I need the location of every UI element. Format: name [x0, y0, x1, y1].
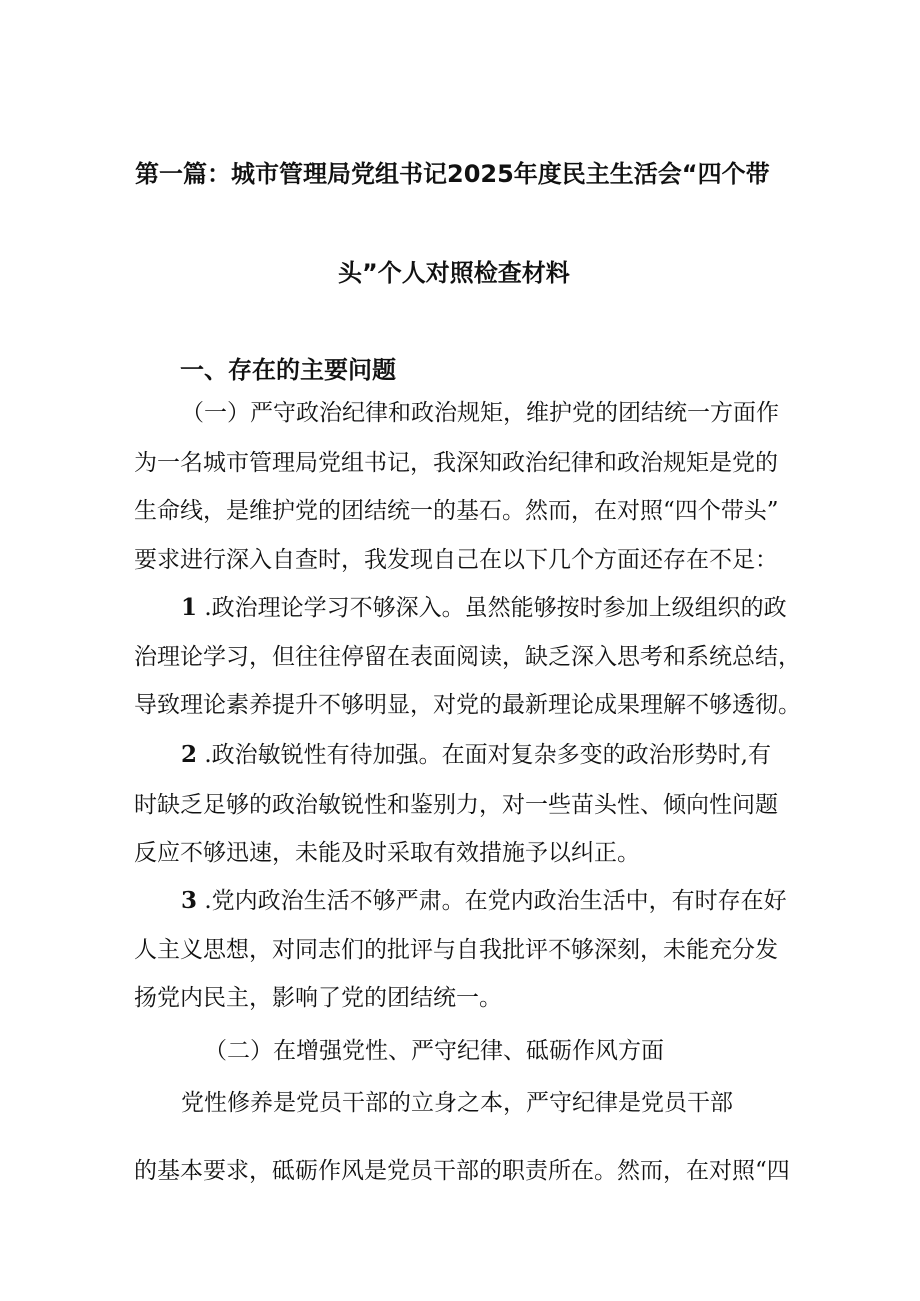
item-2-number: 2	[181, 741, 198, 768]
item-2-line-3: 反应不够迅速，未能及时采取有效措施予以纠正。	[134, 840, 640, 866]
item-1-line-2: 治理论学习，但往往停留在表面阅读，缺乏深入思考和系统总结，	[134, 644, 801, 670]
part2-line-2: 的基本要求，砥砺作风是党员干部的职责所在。然而，在对照“四	[134, 1158, 790, 1184]
item-1-line-3: 导致理论素养提升不够明显，对党的最新理论成果理解不够透彻。	[134, 692, 801, 718]
item-3-line-3: 扬党内民主，影响了党的团结统一。	[134, 985, 502, 1011]
item-1-line-1	[181, 593, 787, 623]
part1-line-2: 为一名城市管理局党组书记，我深知政治纪律和政治规矩是党的	[134, 450, 778, 476]
section-heading-problems: 一、存在的主要问题	[180, 356, 396, 384]
part1-line-4: 要求进行深入自查时，我发现自己在以下几个方面还存在不足：	[134, 547, 778, 573]
part1-line-1: （一）严守政治纪律和政治规矩，维护党的团结统一方面作	[181, 400, 779, 426]
part2-heading: （二）在增强党性、严守纪律、砥砺作风方面	[204, 1038, 664, 1064]
item-1-number: 1	[181, 594, 198, 621]
item-1-text: .政治理论学习不够深入。虽然能够按时参加上级组织的政	[204, 595, 787, 621]
item-3-text: .党内政治生活不够严肃。在党内政治生活中，有时存在好	[204, 888, 787, 914]
part1-line-3: 生命线，是维护党的团结统一的基石。然而，在对照“四个带头”	[134, 498, 779, 524]
item-2-line-1	[181, 740, 771, 770]
item-2-text: .政治敏锐性有待加强。在面对复杂多变的政治形势时,有	[204, 742, 771, 768]
item-3-line-1	[181, 886, 787, 916]
document-title-line-2: 头”个人对照检查材料	[338, 259, 570, 287]
item-3-line-2: 人主义思想，对同志们的批评与自我批评不够深刻，未能充分发	[134, 937, 778, 963]
document-title-line-1: 第一篇：城市管理局党组书记2025年度民主生活会“四个带	[135, 160, 770, 188]
item-3-number: 3	[181, 887, 198, 914]
part2-line-1: 党性修养是党员干部的立身之本，严守纪律是党员干部	[181, 1090, 733, 1116]
item-2-line-2: 时缺乏足够的政治敏锐性和鉴别力，对一些苗头性、倾向性问题	[134, 792, 778, 818]
